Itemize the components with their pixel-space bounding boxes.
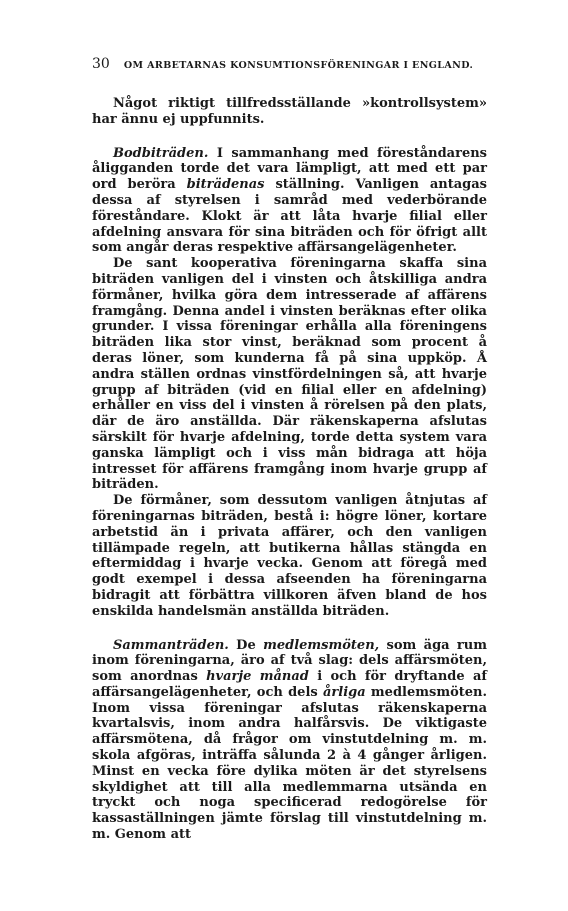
- paragraph-formaner: [92, 493, 487, 619]
- book-page: [92, 56, 487, 843]
- paragraph-text: som äga rum inom föreningarna, äro af två slag: dels affärsmöten, som anordnas: [92, 637, 487, 685]
- paragraph-kontrollsystem: [92, 96, 487, 128]
- paragraph-text: medlemsmöten. Inom vissa föreningar afslutas räkenskaperna kvartalsvis, inom andra halfårsvis. De viktigaste affärsmötena, då frågor om vinstutdelning m. m. skola afgöras, inträffa sålunda 2 à 4 gånger årligen. Minst en vecka före dylika möten är det styrelsens skyldighet att till alla medlemmarna utsända en tryckt och noga specificerad redogörelse för kassaställningen jämte förslag till vinstutdelning m. m. Genom att: [92, 684, 487, 843]
- emphasis-text: hvarje månad: [206, 669, 309, 685]
- section-heading-bodbitraden: Bodbiträden.: [113, 145, 209, 161]
- section-heading-sammantraden: Sammanträden.: [113, 637, 229, 653]
- page-header: [92, 56, 487, 76]
- running-head: OM ARBETARNAS KONSUMTIONSFÖRENINGAR I ENGLAND.: [123, 60, 474, 71]
- paragraph-text: Något riktigt tillfredsställande »kontrollsystem» har ännu ej uppfunnits.: [92, 96, 487, 127]
- paragraph-text: I sammanhang med föreståndarens åligganden torde det vara lämpligt, att med ett par ord beröra: [92, 145, 487, 193]
- paragraph-text: i och för dryftande af affärsangelägenheter, och dels: [92, 669, 488, 700]
- emphasis-text: medlemsmöten,: [263, 637, 380, 653]
- emphasis-text: årliga: [322, 684, 366, 700]
- paragraph-kooperativa: [92, 256, 487, 493]
- page-number: 30: [92, 56, 110, 72]
- paragraph-sammantraden: [92, 638, 487, 843]
- paragraph-bodbitraden: [92, 146, 487, 257]
- paragraph-text: De sant kooperativa föreningarna skaffa sina biträden vanligen del i vinsten och åtskilliga andra förmåner, hvilka göra dem intresserade af affärens framgång. Denna andel i vinsten beräknas efter olika grunder. I vissa föreningar erhålla alla föreningens biträden lika stor vinst, beräknad som procent å deras löner, som kunderna få på sina uppköp. Å andra ställen ordnas vinstfördelningen så, att hvarje grupp af biträden (vid en filial eller en afdelning) erhåller en viss del i vinsten å rörelsen på den plats, där de äro anställda. Där räkenskaperna afslutas särskilt för hvarje afdelning, torde detta system vara ganska lämpligt och i viss mån bidraga att höja intresset för affärens framgång inom hvarje grupp af biträden.: [92, 256, 487, 493]
- paragraph-text: ställning. Vanligen antagas dessa af styrelsen i samråd med vederbörande föreståndare. Klokt är att låta hvarje filial eller afdelning ansvara för sina biträden och för öfrigt allt som angår deras respektive affärsangelägenheter.: [92, 177, 487, 256]
- paragraph-text: De: [228, 637, 264, 653]
- emphasis-text: biträdenas: [186, 177, 265, 193]
- paragraph-text: De förmåner, som dessutom vanligen åtnjutas af föreningarnas biträden, bestå i: högre löner, kortare arbetstid än i privata affärer, och den vanligen tillämpade regeln, att butikerna hållas stängda en eftermiddag i hvarje vecka. Genom att föregå med godt exempel i dessa afseenden ha föreningarna bidragit att förbättra villkoren äfven bland de hos enskilda handelsmän anställda biträden.: [92, 493, 487, 619]
